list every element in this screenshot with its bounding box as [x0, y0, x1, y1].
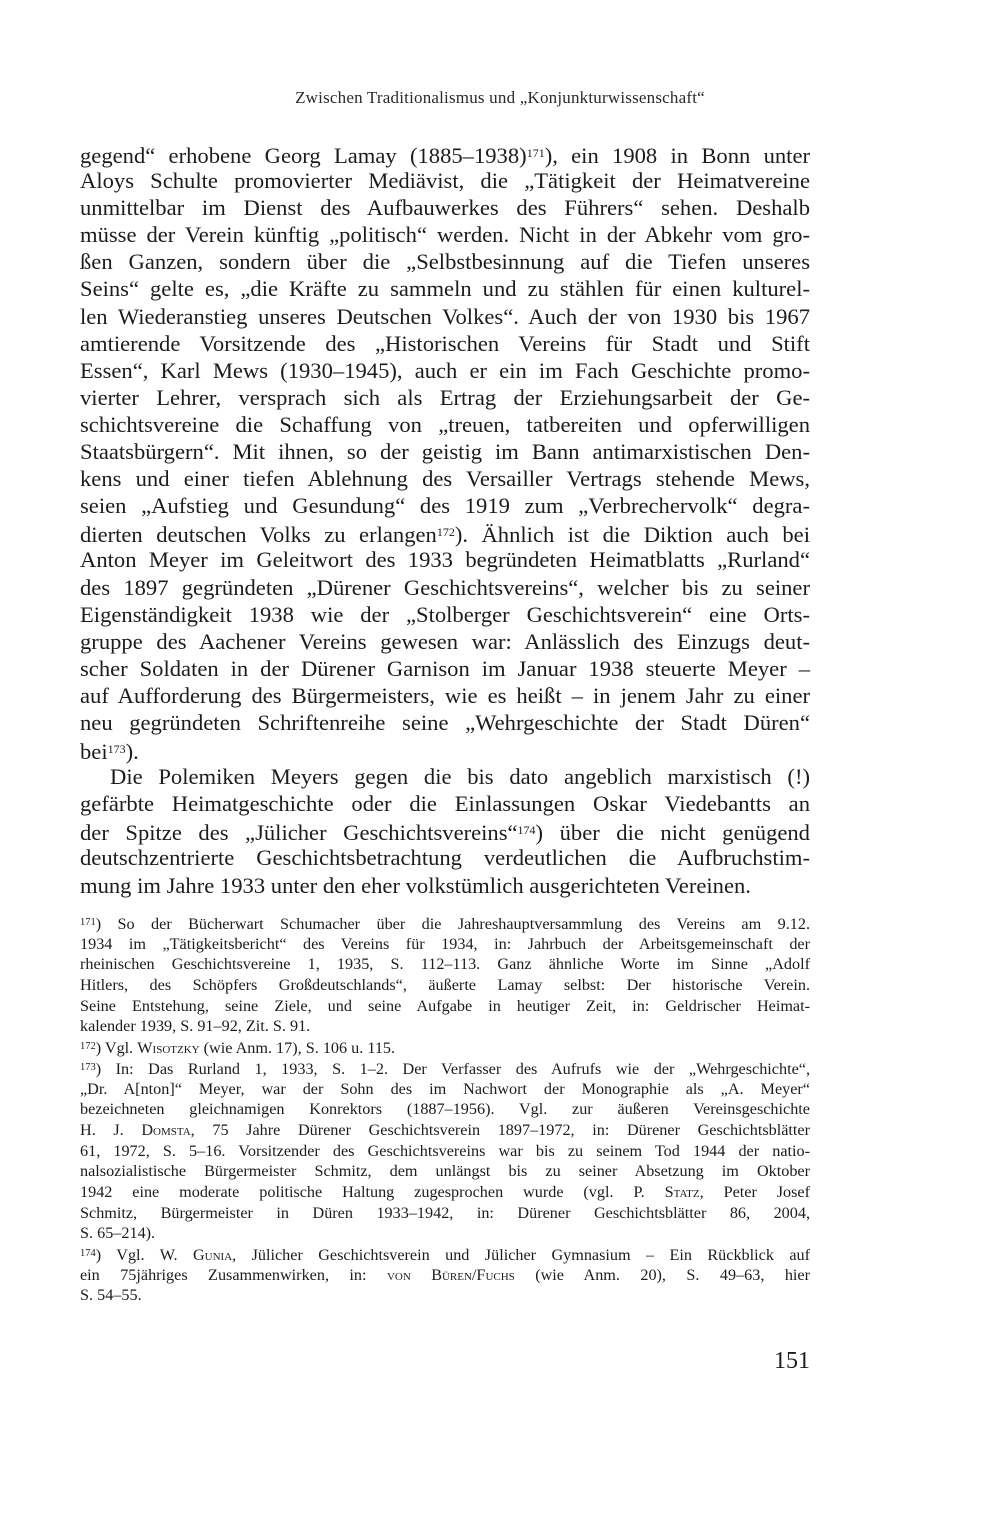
text-line: bei$^{173}$). — [80, 739, 139, 765]
footnote-173-line: bezeichneten gleichnamigen Konrektors (1887–1956). Vgl. zur äußeren Vereinsgeschichte — [80, 1100, 810, 1119]
text-line: scher Soldaten in der Dürener Garnison im Januar 1938 steuerte Meyer – — [80, 655, 810, 681]
footnote-171-line: kalender 1939, S. 91–92, Zit. S. 91. — [80, 1017, 311, 1036]
footnote-number: 171 — [80, 917, 96, 928]
footnote-173-line: 61, 1972, S. 5–16. Vorsitzender des Geschichtsvereins war bis zu seinem Tod 1944 der natio- — [80, 1141, 810, 1160]
text-line: len Wiederanstieg unseres Deutschen Volkes“. Auch der von 1930 bis 1967 — [80, 303, 810, 329]
page-number: 151 — [774, 1348, 810, 1374]
footnote-171-line: Seine Entstehung, seine Ziele, und seine Aufgabe in heutiger Zeit, in: Geldrischer Heimat- — [80, 996, 810, 1015]
footnote-174-line: $^{174}$) Vgl. W. Gunia, Jülicher Geschichtsverein und Jülicher Gymnasium – Ein Rückblick auf — [80, 1246, 810, 1264]
text-line: vierter Lehrer, versprach sich als Ertrag der Erziehungsarbeit der Ge- — [80, 384, 810, 410]
text-line: auf Aufforderung des Bürgermeisters, wie es heißt – in jenem Jahr zu einer — [80, 682, 810, 708]
footnote-number: 172 — [80, 1041, 96, 1053]
footnote-ref: 173 — [107, 742, 126, 757]
text-line: Staatsbürgern“. Mit ihnen, so der geistig im Bann antimarxistischen Den- — [80, 439, 810, 465]
text-line: dierten deutschen Volks zu erlangen$^{172}$). Ähnlich ist die Diktion auch bei — [80, 522, 810, 548]
text-line: amtierende Vorsitzende des „Historischen Vereins für Stadt und Stift — [80, 330, 810, 356]
footnote-173-line: Schmitz, Bürgermeister in Düren 1933–1942, in: Dürener Geschichtsblätter 86, 2004, — [80, 1203, 810, 1222]
footnote-number: 174 — [80, 1248, 96, 1259]
text-line: Seins“ gelte es, „die Kräfte zu sammeln und zu stählen für einen kulturel- — [80, 276, 810, 302]
footnote-171-line: $^{171}$) So der Bücherwart Schumacher über die Jahreshauptversammlung des Vereins am 9.12. — [80, 915, 810, 933]
text-line: der Spitze des „Jülicher Geschichtsvereins“$^{174}$) über die nicht genügend — [80, 820, 810, 846]
text-line: schichtsvereine die Schaffung von „treuen, tatbereiten und opferwilligen — [80, 411, 810, 437]
text-line: gefärbte Heimatgeschichte oder die Einlassungen Oskar Viedebantts an — [80, 791, 810, 817]
text-line: müsse der Verein künftig „politisch“ werden. Nicht in der Abkehr vom gro- — [80, 222, 810, 248]
footnote-number: 173 — [80, 1061, 96, 1073]
footnote-173-line: H. J. Domsta, 75 Jahre Dürener Geschichtsverein 1897–1972, in: Dürener Geschichtsblätter — [80, 1120, 810, 1139]
text-line: mung im Jahre 1933 unter den eher volkstümlich ausgerichteten Vereinen. — [80, 872, 751, 898]
footnote-173-line: $^{173}$) In: Das Rurland 1, 1933, S. 1–2. Der Verfasser des Aufrufs wie der „Wehrgeschichte“, — [80, 1059, 810, 1078]
footnote-171-line: rheinischen Geschichtsvereine 1, 1935, S. 112–113. Ganz ähnliche Worte im Sinne „Adolf — [80, 955, 810, 974]
text-line: Essen“, Karl Mews (1930–1945), auch er ein im Fach Geschichte promo- — [80, 357, 810, 383]
text-line: gruppe des Aachener Vereins gewesen war: Anlässlich des Einzugs deut- — [80, 628, 810, 654]
footnote-ref: 171 — [526, 146, 545, 160]
footnote-171-line: Hitlers, des Schöpfers Großdeutschlands“, äußerte Lamay selbst: Der historische Verein. — [80, 976, 810, 995]
text-line: unmittelbar im Dienst des Aufbauwerkes des Führers“ sehen. Deshalb — [80, 195, 810, 221]
footnote-173-line: S. 65–214). — [80, 1224, 156, 1243]
text-line: neu gegründeten Schriftenreihe seine „Wehrgeschichte der Stadt Düren“ — [80, 709, 810, 735]
footnote-172-line: $^{172}$) Vgl. Wisotzky (wie Anm. 17), S. 106 u. 115. — [80, 1039, 396, 1058]
footnote-173-line: 1942 eine moderate politische Haltung zugesprochen wurde (vgl. P. Statz, Peter Josef — [80, 1182, 811, 1201]
text-line: kens und einer tiefen Ablehnung des Versailler Vertrags stehende Mews, — [80, 466, 810, 492]
footnote-ref: 174 — [517, 823, 536, 838]
text-line: des 1897 gegründeten „Dürener Geschichtsvereins“, welcher bis zu seiner — [80, 574, 810, 600]
running-head: Zwischen Traditionalismus und „Konjunkturwissenschaft“ — [295, 88, 705, 107]
text-line: Aloys Schulte promovierter Mediävist, die „Tätigkeit der Heimatvereine — [80, 168, 810, 194]
text-line: ßen Ganzen, sondern über die „Selbstbesinnung auf die Tiefen unseres — [80, 249, 810, 275]
footnote-173-line: „Dr. A[nton]“ Meyer, war der Sohn des im Nachwort der Monographie als „A. Meyer“ — [80, 1079, 810, 1098]
text-line: seien „Aufstieg und Gesundung“ des 1919 zum „Verbrechervolk“ degra- — [80, 493, 810, 519]
body-text — [80, 140, 810, 899]
text-line: Eigenständigkeit 1938 wie der „Stolberger Geschichtsverein“ eine Orts- — [80, 601, 810, 627]
footnote-174-line: S. 54–55. — [80, 1286, 142, 1305]
footnote-174-line: ein 75jähriges Zusammenwirken, in: von Büren/Fuchs (wie Anm. 20), S. 49–63, hier — [80, 1265, 810, 1284]
text-line: Anton Meyer im Geleitwort des 1933 begründeten Heimatblatts „Rurland“ — [80, 547, 810, 573]
text-line: deutschzentrierte Geschichtsbetrachtung verdeutlichen die Aufbruchstim- — [80, 845, 810, 871]
text-line: Die Polemiken Meyers gegen die bis dato angeblich marxistisch (!) — [110, 764, 810, 790]
footnote-171-line: 1934 im „Tätigkeitsbericht“ des Vereins für 1934, in: Jahrbuch der Arbeitsgemeinschaft der — [80, 934, 810, 953]
footnote-ref: 172 — [436, 525, 455, 540]
text-line: gegend“ erhobene Georg Lamay (1885–1938)$^{171}$), ein 1908 in Bonn unter — [80, 143, 810, 168]
footnotes — [80, 913, 810, 1306]
footnote-173-line: nalsozialistische Bürgermeister Schmitz, dem unlängst bis zu seiner Absetzung im Oktober — [80, 1162, 810, 1181]
